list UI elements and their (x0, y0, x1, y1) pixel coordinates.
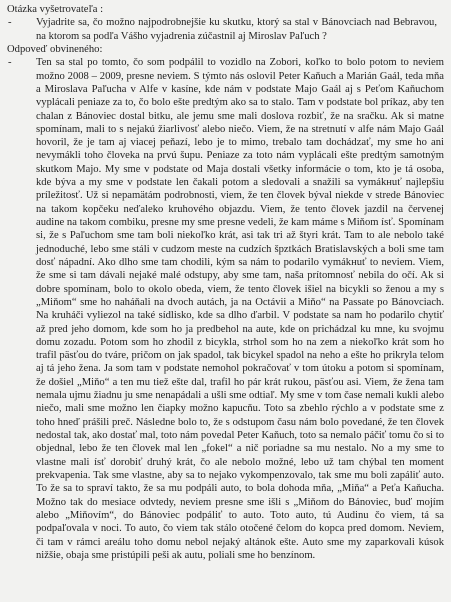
answer-dash: - (8, 57, 12, 69)
question-item (4, 16, 447, 43)
answer-text: Ten sa stal po tomto, čo som podpálil to vozidlo na Zobori, koľko to bolo potom to neviem možno 2008 – 2009, presne neviem. S týmto nás oslovil Peter Kaňuch a Marián Gaál, teda mňa a Miroslava Paľucha v Alfe v kasíne, kde nám v podstate Majo Gaál aj s Peťom Kaňuchom vyplácali peniaze za to, čo bolo ešte predtým ako sa to stalo. Tam v podstate bol príkaz, aby ten chalan z Bánoviec dostal bitku, ale jemu sme mali doslova rozbiť, že na sračku. Ak si matne spomínam, mali to s nejakú žiarlivosť alebo niečo. Viem, že na stretnutí v alfe nám Majo Gaál hovoril, že je tam aj viacej peňazí, lebo je to mimo, trebalo tam dochádzať, my sme ho ani nevymákli toho človeka na prvú šupu. Peniaze za toto nám vyplácali ešte predtým samotným skutkom Majo. My sme v podstate od Maja dostali všetky informácie o tom, kto je tá osoba, kde býva a my sme v podstate len čakali potom a sledovali a snažili sa vymákнuť najlepšiu príležitosť. Už si nepamätám podrobnosti, viem, že ten človek býval niekde v strede Bánoviec na takom kopčeku neďaleko kruhového objazdu. Viem, že tento človek jazdil na červenej audine na takom combiku, presne my sme presne vedeli, že kam máme s Miňom ísť. Spomínam si, že s Paľuchom sme tam boli niekoľko krát, asi tak tri až štyri krát. Tam to ale nebolo také jednoduché, lebo sme stáli v cudzom meste na cudzích špztkách Bratislavských a boli sme tam dosť nápadní. Ako dlho sme tam chodili, kým sa nám to podarilo vymákнuť to neviem. Viem, že sme si tam dávali nejaké malé odstupy, aby sme tam, naša prítomnosť nebila do očí. Ak si dobre spomínam, bolo to okolo obeda, viem, že tento človek išiel na bicykli so ženou a my s „Miňom“ sme ho naháňali na dvoch autách, ja na Octávii a Miňo“ na Passate po Bánovciach. Na kruháči vyliezol na také sídlisko, kde sa dlho ďarbil. V podstate sa nam ho podarilo chytiť až pred jeho domom, kde som ho ja predbehol na aute, kde on prichádzal ku mne, ku svojmu domu zozadu. Potom som ho zhodil z bicykla, strhol som ho na zem a niekoľko krát som ho trafil päsťou do tváre, pričom on jak spadol, tak bicykel spadol na neho a ešte ho prikryla telom aj tá jeho žena. Ja som tam v podstate nemohol pokračovať v tom útoku a potom si spomínam, že došiel „Miňo“ a ten mu tiež ešte dal, trafil ho pár krát rukou, päsťou asi. Viem, že žena tam nemala ujmu žiadnu ju sme nenapádali a ušli sme odtiaľ. My sme v tom čase nemali kukli alebo niečo, mali sme možno len čiapky možno kapucňu. Toto sa zbehlo rýchlo a v podstate sme z toho hneď prášili preč. Následne bolo to, že s odstupom času nám bolo povedané, že ten človek nedostal tak, ako dostať mal, toto nám povedal Peter Kaňuch, toto sa nemalo páčiť tomu čo si to objednal, lebo že ten človek mal len „fokel“ a nič poriadne sa mu nestalo. No a my sme to vlastne mali ísť dorobiť druhý krát, čo ale nebolo možné, lebo už tam chýbal ten moment prekvapenia. Tak sme vlastne, aby sa to nejako vykompenzovalo, tak sme mu boli zapáliť auto. To že sa to spraví takto, že sa mu podpáli auto, to bola dohoda mňa, „Miňa“ a Peťa Kaňucha. Možno tak do mesiace odvtedy, neviem presne sme išli s „Miňom do Bánoviec, buď mojím alebo „Miňovím“, do Bánoviec podpáliť to auto. Toto auto, tú Audinu čo viem, tá sa podpaľovala v noci. To auto, čo viem tak stálo otočené čelom do kopca pred domom. Neviem, či tam v rámci areálu toho domu nebol nejaký altánok ešte. Auto sme my zaparkovali kúsok nižšie, obaja sme pristúpili peši ak autu, poliali sme ho benzínom. (36, 57, 444, 561)
question-dash: - (8, 17, 12, 29)
question-label: Otázka vyšetrovateľa : (7, 4, 104, 15)
question-text: Vyjadrite sa, čo možno najpodrobnejšie ku skutku, ktorý sa stal v Bánovciach nad Bebravou, na ktorom sa podľa Vášho vyjadrenia zúčastnil aj Miroslav Paľuch ? (36, 17, 437, 42)
answer-label: Odpoveď obvineného: (7, 43, 103, 55)
answer-item (4, 56, 447, 562)
